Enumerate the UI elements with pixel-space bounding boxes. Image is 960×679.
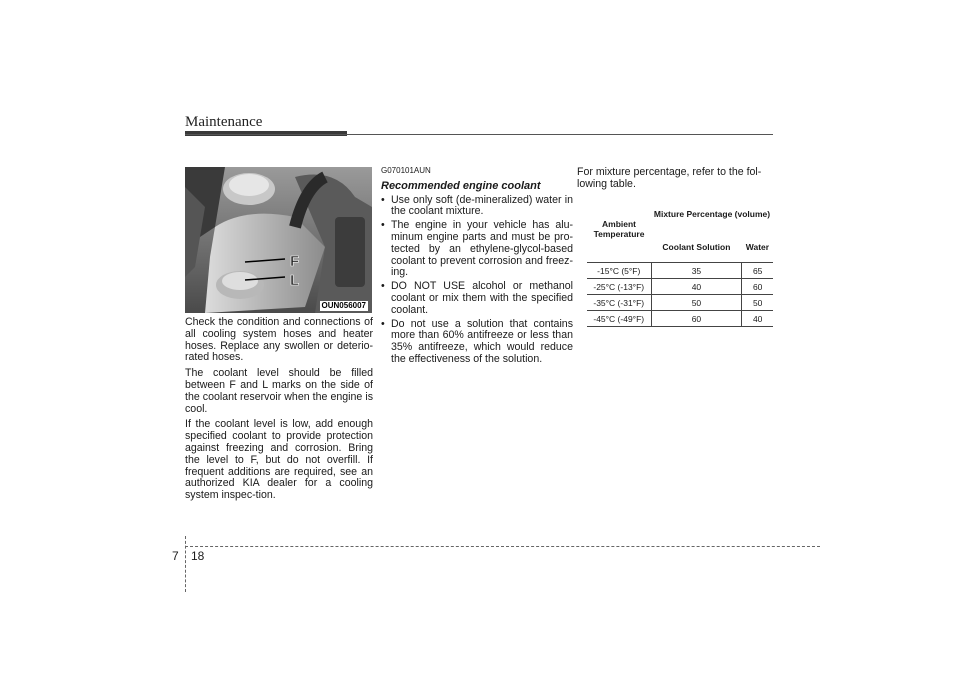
page-number: 18 xyxy=(191,549,205,563)
left-column xyxy=(185,317,373,506)
header-coolant-solution: Coolant Solution xyxy=(662,242,731,252)
figure-code: OUN056007 xyxy=(321,301,366,310)
section-title: Recommended engine coolant xyxy=(381,179,541,192)
header-rule xyxy=(185,134,773,135)
cell-water: 65 xyxy=(742,263,773,279)
table-row xyxy=(587,311,773,327)
bullet-item: • Do not use a solution that contains more than 60% antifreeze or less than 35% antifreeze, which would reduce the effectiveness of the solution. xyxy=(381,319,573,366)
cell-water: 40 xyxy=(742,311,773,327)
page-header-title: Maintenance xyxy=(185,114,263,130)
coolant-bullet-list xyxy=(381,195,573,366)
footer-divider xyxy=(185,536,186,592)
cell-coolant: 60 xyxy=(651,311,742,327)
header-water: Water xyxy=(745,242,770,252)
full-mark: F xyxy=(290,253,300,270)
chapter-number: 7 xyxy=(172,549,179,563)
reference-code: G070101AUN xyxy=(381,166,431,175)
cell-temperature: -35°C (-31°F) xyxy=(587,295,651,311)
cell-temperature: -15°C (5°F) xyxy=(587,263,651,279)
cell-water: 50 xyxy=(742,295,773,311)
coolant-reservoir-photo xyxy=(185,167,372,313)
cell-temperature: -25°C (-13°F) xyxy=(587,279,651,295)
table-row xyxy=(587,263,773,279)
bullet-item: • The engine in your vehicle has alu-minum engine parts and must be pro-tected by an ethylene-glycol-based coolant to prevent corrosion and freez-ing. xyxy=(381,220,573,279)
header-ambient-temperature: Ambient Temperature xyxy=(593,219,645,239)
cell-coolant: 40 xyxy=(651,279,742,295)
cell-coolant: 35 xyxy=(651,263,742,279)
bullet-item: • DO NOT USE alcohol or methanol coolant or mix them with the specified coolant. xyxy=(381,281,573,316)
footer-rule xyxy=(185,546,820,547)
cell-coolant: 50 xyxy=(651,295,742,311)
table-row xyxy=(587,279,773,295)
bullet-item: • Use only soft (de-mineralized) water in the coolant mixture. xyxy=(381,195,573,219)
middle-column xyxy=(381,165,573,368)
header-mixture-percentage: Mixture Percentage (volume) xyxy=(653,209,771,219)
hose-check-paragraph: Check the condition and connections of all cooling system hoses and heater hoses. Replace any swollen or deterio-rated hoses. xyxy=(185,316,373,364)
low-level-paragraph: If the coolant level is low, add enough specified coolant to provide protection against freezing and corrosion. Bring the level to F, but do not overfill. If frequent additions are required, see an authorized KIA dealer for a cooling system inspec-tion. xyxy=(185,418,373,502)
coolant-level-paragraph: The coolant level should be filled between F and L marks on the side of the coolant reservoir when the engine is cool. xyxy=(185,367,373,415)
low-mark: L xyxy=(290,272,300,289)
engine-bay-illustration xyxy=(185,167,372,313)
cell-temperature: -45°C (-49°F) xyxy=(587,311,651,327)
cell-water: 60 xyxy=(742,279,773,295)
mixture-table xyxy=(587,196,773,327)
table-row xyxy=(587,295,773,311)
right-column-intro: For mixture percentage, refer to the fol-lowing table. xyxy=(577,166,762,190)
